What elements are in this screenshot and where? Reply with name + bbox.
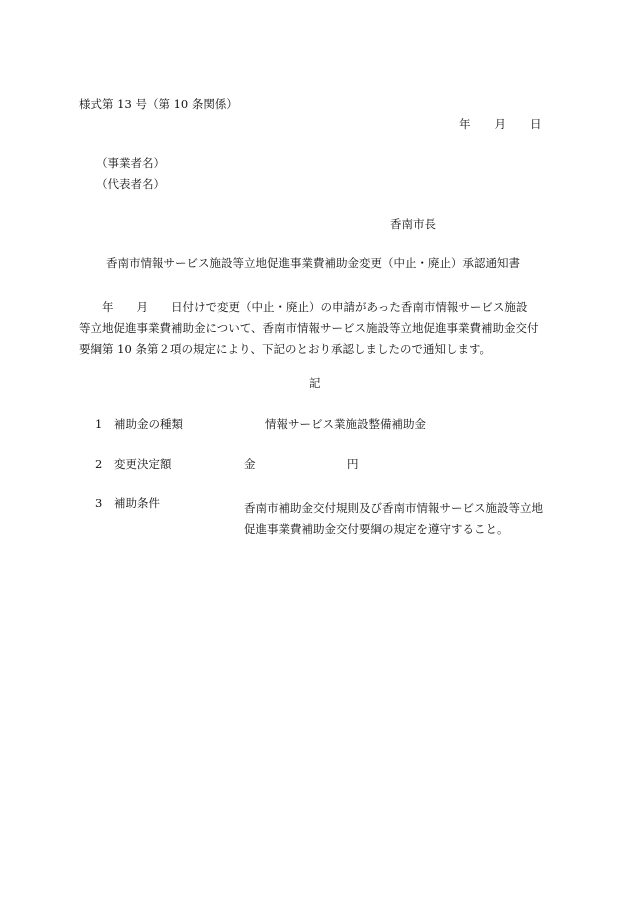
sender-name: 香南市長 [390, 217, 436, 231]
item-1-number: 1 [95, 417, 103, 431]
item-3-value-line-1: 香南市補助金交付規則及び香南市情報サービス施設等立地 [244, 501, 543, 515]
ki-heading: 記 [309, 376, 321, 390]
body-paragraph [79, 297, 559, 360]
issue-date [459, 119, 542, 131]
body-line-2: 等立地促進事業費補助金について、香南市情報サービス施設等立地促進事業費補助金交付 [79, 321, 539, 335]
body-line-1: 年 月 日付けで変更（中止・廃止）の申請があった香南市情報サービス施設 [79, 300, 528, 314]
date-month-label: 月 [494, 117, 506, 131]
item-3-value-line-2: 促進事業費補助金交付要綱の規定を遵守すること。 [244, 522, 509, 536]
body-line-3: 要綱第 10 条第２項の規定により、下記のとおり承認しましたので通知します。 [79, 342, 492, 356]
item-2-label: 変更決定額 [114, 457, 172, 471]
date-year-label: 年 [459, 117, 471, 131]
recipient-business-name: （事業者名） [96, 156, 165, 170]
item-2-value-suffix: 円 [347, 457, 359, 471]
item-3-label: 補助条件 [114, 496, 160, 510]
recipient-representative-name: （代表者名） [96, 177, 165, 191]
item-1-value: 情報サービス業施設整備補助金 [265, 417, 426, 431]
item-2-number: 2 [95, 457, 103, 471]
item-3-number: 3 [95, 496, 103, 510]
form-number: 様式第 13 号（第 10 条関係） [79, 97, 238, 111]
document-title: 香南市情報サービス施設等立地促進事業費補助金変更（中止・廃止）承認通知書 [106, 256, 520, 270]
date-day-label: 日 [530, 117, 542, 131]
item-1-label: 補助金の種類 [114, 417, 183, 431]
item-2-value-prefix: 金 [244, 457, 256, 471]
item-3-value [244, 498, 564, 540]
